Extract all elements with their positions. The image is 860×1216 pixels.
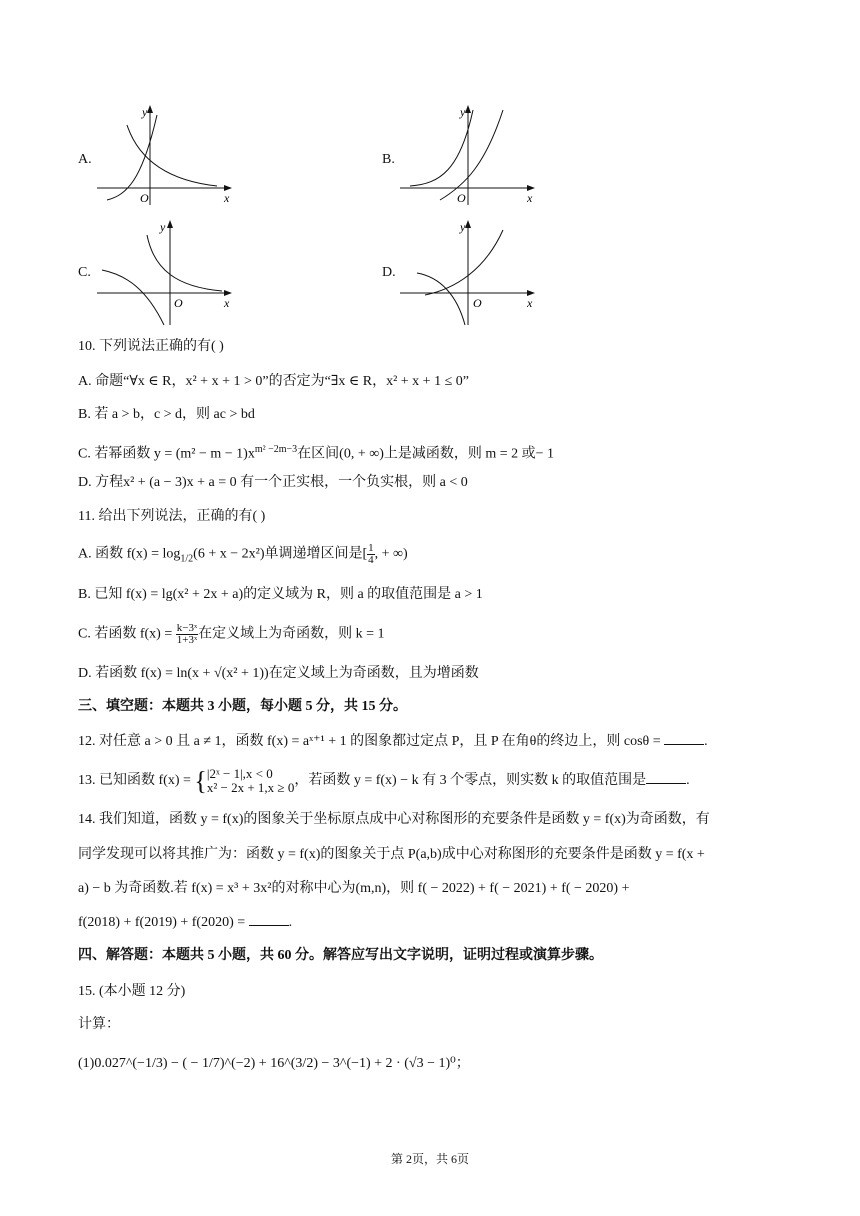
- q14-line-2: 同学发现可以将其推广为：函数 y = f(x)的图象关于点 P(a,b)成中心对称图形的充要条件是函数 y = f(x +: [78, 847, 705, 862]
- x-axis-label: x: [527, 296, 533, 310]
- fraction-denominator: 4: [368, 554, 374, 566]
- q11-a-pre: A. 函数 f(x) = log: [78, 546, 181, 562]
- q11-option-a: [78, 543, 408, 570]
- q10-option-d: D. 方程x² + (a − 3)x + a = 0 有一个正实根，一个负实根，则 a < 0: [78, 475, 468, 490]
- section-3-heading: 三、填空题：本题共 3 小题，每小题 5 分，共 15 分。: [78, 699, 407, 714]
- graph-a: [92, 100, 242, 210]
- y-axis-label: y: [160, 220, 166, 234]
- section-4-heading: 四、解答题：本题共 5 小题，共 60 分。解答应写出文字说明，证明过程或演算步骤。: [78, 948, 603, 963]
- q10-c-pre: C. 若幂函数 y = (m² − m − 1)x: [78, 446, 255, 462]
- x-axis-label: x: [527, 191, 533, 205]
- y-axis-label: y: [460, 105, 466, 119]
- q11-a-mid: (6 + x − 2x²)单调递增区间是[: [193, 546, 368, 562]
- q13-end: .: [686, 773, 690, 788]
- option-a-label: A.: [78, 152, 92, 167]
- q12: [78, 732, 708, 752]
- case-1: |2ˣ − 1|,x < 0: [206, 765, 273, 781]
- q11-a-post: , + ∞): [374, 546, 408, 562]
- option-b-label: B.: [382, 152, 395, 167]
- q12-end: .: [704, 734, 708, 749]
- graph-b: [395, 100, 545, 210]
- origin-label: O: [174, 296, 183, 310]
- q11-stem: 11. 给出下列说法，正确的有( ): [78, 509, 266, 524]
- q11-c-pre: C. 若函数 f(x) =: [78, 626, 176, 642]
- q12-text: 12. 对任意 a > 0 且 a ≠ 1，函数 f(x) = aˣ⁺¹ + 1 的图象都过定点 P，且 P 在角θ的终边上，则 cosθ =: [78, 734, 665, 749]
- origin-label: O: [473, 296, 482, 310]
- fraction-numerator: k−3ˣ: [176, 622, 198, 634]
- answer-blank: [646, 771, 686, 784]
- q10-c-post: 在区间(0, + ∞)上是减函数，则 m = 2 或− 1: [297, 446, 555, 462]
- q10-option-a: A. 命题“∀x ∈ R，x² + x + 1 > 0”的否定为“∃x ∈ R，x² + x + 1 ≤ 0”: [78, 374, 469, 389]
- q11-c-post: 在定义域上为奇函数，则 k = 1: [198, 626, 385, 642]
- option-c-label: C.: [78, 265, 91, 280]
- x-axis-label: x: [224, 191, 230, 205]
- q14-line-1: 14. 我们知道，函数 y = f(x)的图象关于坐标原点成中心对称图形的充要条件是函数 y = f(x)为奇函数，有: [78, 812, 710, 827]
- q10-stem: 10. 下列说法正确的有( ): [78, 339, 224, 354]
- q10-option-b: B. 若 a > b，c > d，则 ac > bd: [78, 407, 255, 422]
- q10-option-c: [78, 440, 554, 465]
- case-2: x² − 2x + 1,x ≥ 0: [206, 779, 295, 795]
- q14-l4-text: f(2018) + f(2019) + f(2020) =: [78, 915, 249, 930]
- page-footer: 第 2页，共 6页: [390, 1152, 469, 1166]
- q15-calc-label: 计算：: [78, 1017, 120, 1032]
- y-axis-label: y: [460, 220, 466, 234]
- answer-blank: [664, 732, 704, 745]
- y-axis-label: y: [142, 105, 148, 119]
- option-d-label: D.: [382, 265, 396, 280]
- fraction-numerator: 1: [368, 542, 374, 554]
- q15-heading: 15. (本小题 12 分): [78, 984, 186, 999]
- fraction-denominator: 1+3ˣ: [176, 634, 198, 646]
- q14-line-4: [78, 913, 292, 933]
- origin-label: O: [140, 191, 149, 205]
- q14-line-3: a) − b 为奇函数.若 f(x) = x³ + 3x²的对称中心为(m,n)，则 f( − 2022) + f( − 2021) + f( − 2020) +: [78, 881, 630, 896]
- answer-blank: [249, 913, 289, 926]
- q15-expression: (1)0.027^(−1/3) − ( − 1/7)^(−2) + 16^(3/2) − 3^(−1) + 2 · (√3 − 1)⁰；: [78, 1056, 470, 1071]
- q13-pre: 13. 已知函数 f(x) =: [78, 773, 195, 788]
- graph-d: [395, 215, 545, 330]
- x-axis-label: x: [224, 296, 230, 310]
- q11-option-c: [78, 623, 385, 646]
- q11-c-fraction: [176, 623, 198, 646]
- graph-c: [92, 215, 242, 330]
- q14-l4-end: .: [288, 915, 293, 930]
- q11-a-fraction: [367, 543, 375, 566]
- q11-option-d: D. 若函数 f(x) = ln(x + √(x² + 1))在定义域上为奇函数，且为增函数: [78, 666, 479, 681]
- q10-c-exponent: m² −2m−3: [254, 444, 298, 455]
- piecewise-cases: [207, 767, 294, 795]
- origin-label: O: [457, 191, 466, 205]
- piecewise-brace: {: [194, 766, 207, 796]
- q13-post: ，若函数 y = f(x) − k 有 3 个零点，则实数 k 的取值范围是: [294, 773, 647, 788]
- q13: [78, 764, 690, 798]
- q11-option-b: B. 已知 f(x) = lg(x² + 2x + a)的定义域为 R，则 a 的取值范围是 a > 1: [78, 587, 483, 602]
- q11-a-base: 1/2: [180, 553, 194, 565]
